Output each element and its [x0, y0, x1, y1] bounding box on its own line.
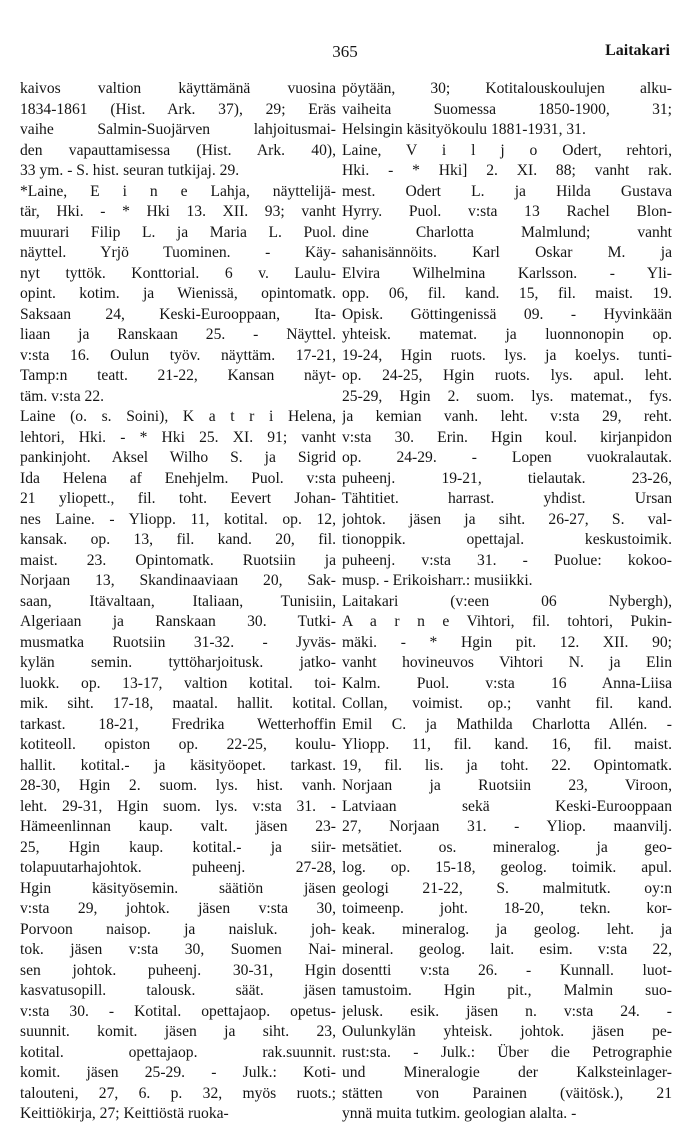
page-number: 365 — [332, 42, 358, 61]
text-line: Hyrry. Puol. v:sta 13 Rachel Blon- — [342, 203, 672, 220]
text-line: Elvira Wilhelmina Karlsson. - Yli- — [342, 264, 672, 282]
text-line: sen johtok. puheenj. 30-31, Hgin — [20, 961, 336, 979]
text-line: kotital. opettajaop. rak.suunnit. — [20, 1043, 336, 1061]
text-line: puheenj. v:sta 31. - Puolue: kokoo- — [342, 551, 672, 569]
text-line: liaan ja Ranskaan 25. - Näyttel. — [20, 326, 336, 343]
text-line: 27, Norjaan 31. - Yliop. maanvilj. — [342, 818, 672, 835]
running-head: Laitakari — [605, 42, 670, 59]
text-line: johtok. jäsen ja siht. 26-27, S. val- — [342, 510, 672, 528]
text-line: kaivos valtion käyttämänä vuosina — [20, 80, 336, 97]
text-line: geologi 21-22, S. malmitutk. oy:n — [342, 879, 672, 897]
text-line: saan, Itävaltaan, Italiaan, Tunisiin, — [20, 592, 336, 610]
text-line: jelusk. esik. jäsen n. v:sta 24. - — [342, 1002, 672, 1020]
text-line: 19-24, Hgin ruots. lys. ja koelys. tunti- — [342, 346, 672, 364]
text-line: 33 ym. - S. hist. seuran tutkijaj. 29. — [20, 162, 240, 179]
text-line: Latviaan sekä Keski-Eurooppaan — [342, 797, 672, 815]
text-line: tär, Hki. - * Hki 13. XII. 93; vanht — [20, 203, 336, 220]
text-line: hallit. kotital.- ja käsityöopet. tarkast. — [20, 756, 336, 774]
text-line: tarkast. 18-21, Fredrika Wetterhoffin — [20, 715, 336, 733]
text-line: Hki. - * Hki] 2. XI. 88; vanht rak. — [342, 162, 672, 179]
text-line: opp. 06, fil. kand. 15, fil. maist. 19. — [342, 285, 672, 302]
text-line: Kalm. Puol. v:sta 16 Anna-Liisa — [342, 674, 672, 692]
text-line: kasvatusopill. talousk. säät. jäsen — [20, 982, 336, 999]
text-line: log. op. 15-18, geolog. toimik. apul. — [342, 859, 672, 876]
text-line: vaiheita Suomessa 1850-1900, 31; — [342, 100, 672, 118]
text-line: Tähtitiet. harrast. yhdist. Ursan — [342, 490, 672, 507]
page-header — [20, 42, 670, 66]
text-line: v:sta 30. - Kotital. opettajaop. opetus- — [20, 1002, 336, 1020]
text-line: 19, fil. lis. ja toht. 22. Opintomatk. — [342, 756, 672, 774]
text-line: lehtori, Hki. - * Hki 25. XI. 91; vanht — [20, 428, 336, 446]
text-line: nes Laine. - Yliopp. 11, kotital. op. 12, — [20, 510, 336, 528]
text-line: *Laine, E i n e Lahja, näyttelijä- — [20, 182, 336, 200]
text-line: täm. v:sta 22. — [20, 387, 105, 405]
text-line: talouteni, 27, 6. p. 32, myös ruots.; — [20, 1084, 336, 1102]
text-line: tionoppik. opettajal. keskustoimik. — [342, 531, 672, 548]
text-line: pöytään, 30; Kotitalouskoulujen alku- — [342, 80, 672, 97]
text-line: 28-30, Hgin 2. suom. lys. hist. vanh. — [20, 777, 336, 794]
text-line: kylän semin. tyttöharjoitusk. jatko- — [20, 654, 336, 671]
text-line: Oulunkylän yhteisk. johtok. jäsen pe- — [342, 1023, 672, 1040]
text-line: luokk. op. 13-17, valtion kotital. toi- — [20, 674, 336, 692]
text-line: Keittiökirja, 27; Keittiöstä ruoka- — [20, 1105, 229, 1122]
text-line: metsätiet. os. mineralog. ja geo- — [342, 838, 672, 856]
text-line: ja kemian vanh. leht. v:sta 29, reht. — [342, 408, 672, 425]
text-line: Porvoon naisop. ja naisluk. joh- — [20, 920, 336, 938]
text-line: puheenj. 19-21, tielautak. 23-26, — [342, 469, 672, 487]
text-line: v:sta 29, johtok. jäsen v:sta 30, — [20, 900, 336, 917]
text-line: pankinjoht. Aksel Wilho S. ja Sigrid — [20, 449, 336, 466]
text-line: 25-29, Hgin 2. suom. lys. matemat., fys. — [342, 387, 672, 405]
left-column — [20, 79, 336, 1125]
text-line: und Mineralogie der Kalksteinlager- — [342, 1064, 672, 1081]
text-line: Laine, V i l j o Odert, rehtori, — [342, 141, 672, 159]
text-line: Helsingin käsityökoulu 1881-1931, 31. — [342, 121, 586, 138]
text-line: muurari Filip L. ja Maria L. Puol. — [20, 223, 336, 241]
text-line: Norjaan ja Ruotsiin 23, Viroon, — [342, 777, 672, 794]
text-line: Laine (o. s. Soini), K a t r i Helena, — [20, 408, 336, 425]
text-line: Laitakari (v:een 06 Nybergh), — [342, 592, 672, 610]
text-line: tok. jäsen v:sta 30, Suomen Nai- — [20, 941, 336, 958]
text-line: sahanisännöits. Karl Oskar M. ja — [342, 244, 672, 261]
text-line: vanht hovineuvos Vihtori N. ja Elin — [342, 654, 672, 671]
text-line: op. 24-25, Hgin ruots. lys. apul. leht. — [342, 367, 672, 384]
text-line: maist. 23. Opintomatk. Ruotsiin ja — [20, 551, 336, 569]
text-line: Algeriaan ja Ranskaan 30. Tutki- — [20, 613, 336, 630]
text-line: Collan, voimist. op.; vanht fil. kand. — [342, 695, 672, 712]
text-line: mik. siht. 17-18, maatal. hallit. kotital. — [20, 695, 336, 712]
text-line: Opisk. Göttingenissä 09. - Hyvinkään — [342, 305, 672, 323]
text-line: v:sta 30. Erin. Hgin koul. kirjanpidon — [342, 428, 672, 446]
text-line: ynnä muita tutkim. geologian alalta. - — [342, 1105, 577, 1122]
text-line: komit. jäsen 25-29. - Julk.: Koti- — [20, 1064, 336, 1081]
text-line: A a r n e Vihtori, fil. tohtori, Pukin- — [342, 613, 672, 630]
text-line: op. 24-29. - Lopen vuokralautak. — [342, 449, 672, 466]
right-column — [342, 79, 672, 1125]
text-line: yhteisk. matemat. ja luonnonopin op. — [342, 326, 672, 343]
text-line: dine Charlotta Malmlund; vanht — [342, 223, 672, 241]
text-line: Saksaan 24, Keski-Eurooppaan, Ita- — [20, 305, 336, 323]
text-line: Yliopp. 11, fil. kand. 16, fil. maist. — [342, 736, 672, 753]
text-line: v:sta 16. Oulun työv. näyttäm. 17-21, — [20, 346, 336, 364]
text-line: Ida Helena af Enehjelm. Puol. v:sta — [20, 469, 336, 487]
text-line: mäki. - * Hgin pit. 12. XII. 90; — [342, 633, 672, 651]
text-line: stätten von Parainen (väitösk.), 21 — [342, 1084, 672, 1102]
text-line: musmatka Ruotsiin 31-32. - Jyväs- — [20, 633, 336, 651]
text-line: tolapuutarhajohtok. puheenj. 27-28, — [20, 859, 336, 876]
text-line: dosentti v:sta 26. - Kunnall. luot- — [342, 961, 672, 979]
text-line: Tamp:n teatt. 21-22, Kansan näyt- — [20, 367, 336, 384]
text-line: 1834-1861 (Hist. Ark. 37), 29; Eräs — [20, 100, 336, 118]
text-line: leht. 29-31, Hgin suom. lys. v:sta 31. - — [20, 797, 336, 815]
text-line: 25, Hgin kaup. kotital.- ja siir- — [20, 838, 336, 856]
text-line: nyt tyttök. Konttorial. 6 v. Laulu- — [20, 264, 336, 282]
text-line: opint. kotim. ja Wienissä, opintomatk. — [20, 285, 336, 302]
text-line: Hämeenlinnan kaup. valt. jäsen 23- — [20, 818, 336, 835]
text-line: mest. Odert L. ja Hilda Gustava — [342, 182, 672, 200]
text-line: Emil C. ja Mathilda Charlotta Allén. - — [342, 715, 672, 733]
text-line: kotiteoll. opiston op. 22-25, koulu- — [20, 736, 336, 753]
text-line: näyttel. Yrjö Tuominen. - Käy- — [20, 244, 336, 261]
text-line: kansak. op. 13, fil. kand. 20, fil. — [20, 531, 336, 548]
text-line: den vapauttamisessa (Hist. Ark. 40), — [20, 141, 336, 159]
text-line: vaihe Salmin-Suojärven lahjoitusmai- — [20, 121, 336, 138]
text-line: keak. mineralog. ja geolog. leht. ja — [342, 920, 672, 938]
text-line: toimeenp. joht. 18-20, tekn. kor- — [342, 900, 672, 917]
text-line: mineral. geolog. lait. esim. v:sta 22, — [342, 941, 672, 958]
text-line: Norjaan 13, Skandinaaviaan 20, Sak- — [20, 572, 336, 589]
text-line: rust:sta. - Julk.: Über die Petrographie — [342, 1043, 672, 1061]
text-line: musp. - Erikoisharr.: musiikki. — [342, 572, 533, 589]
text-line: suunnit. komit. jäsen ja siht. 23, — [20, 1023, 336, 1040]
text-line: tamustoim. Hgin pit., Malmin suo- — [342, 982, 672, 999]
text-line: 21 yliopett., fil. toht. Eevert Johan- — [20, 490, 336, 507]
text-line: Hgin käsityösemin. säätiön jäsen — [20, 879, 336, 897]
